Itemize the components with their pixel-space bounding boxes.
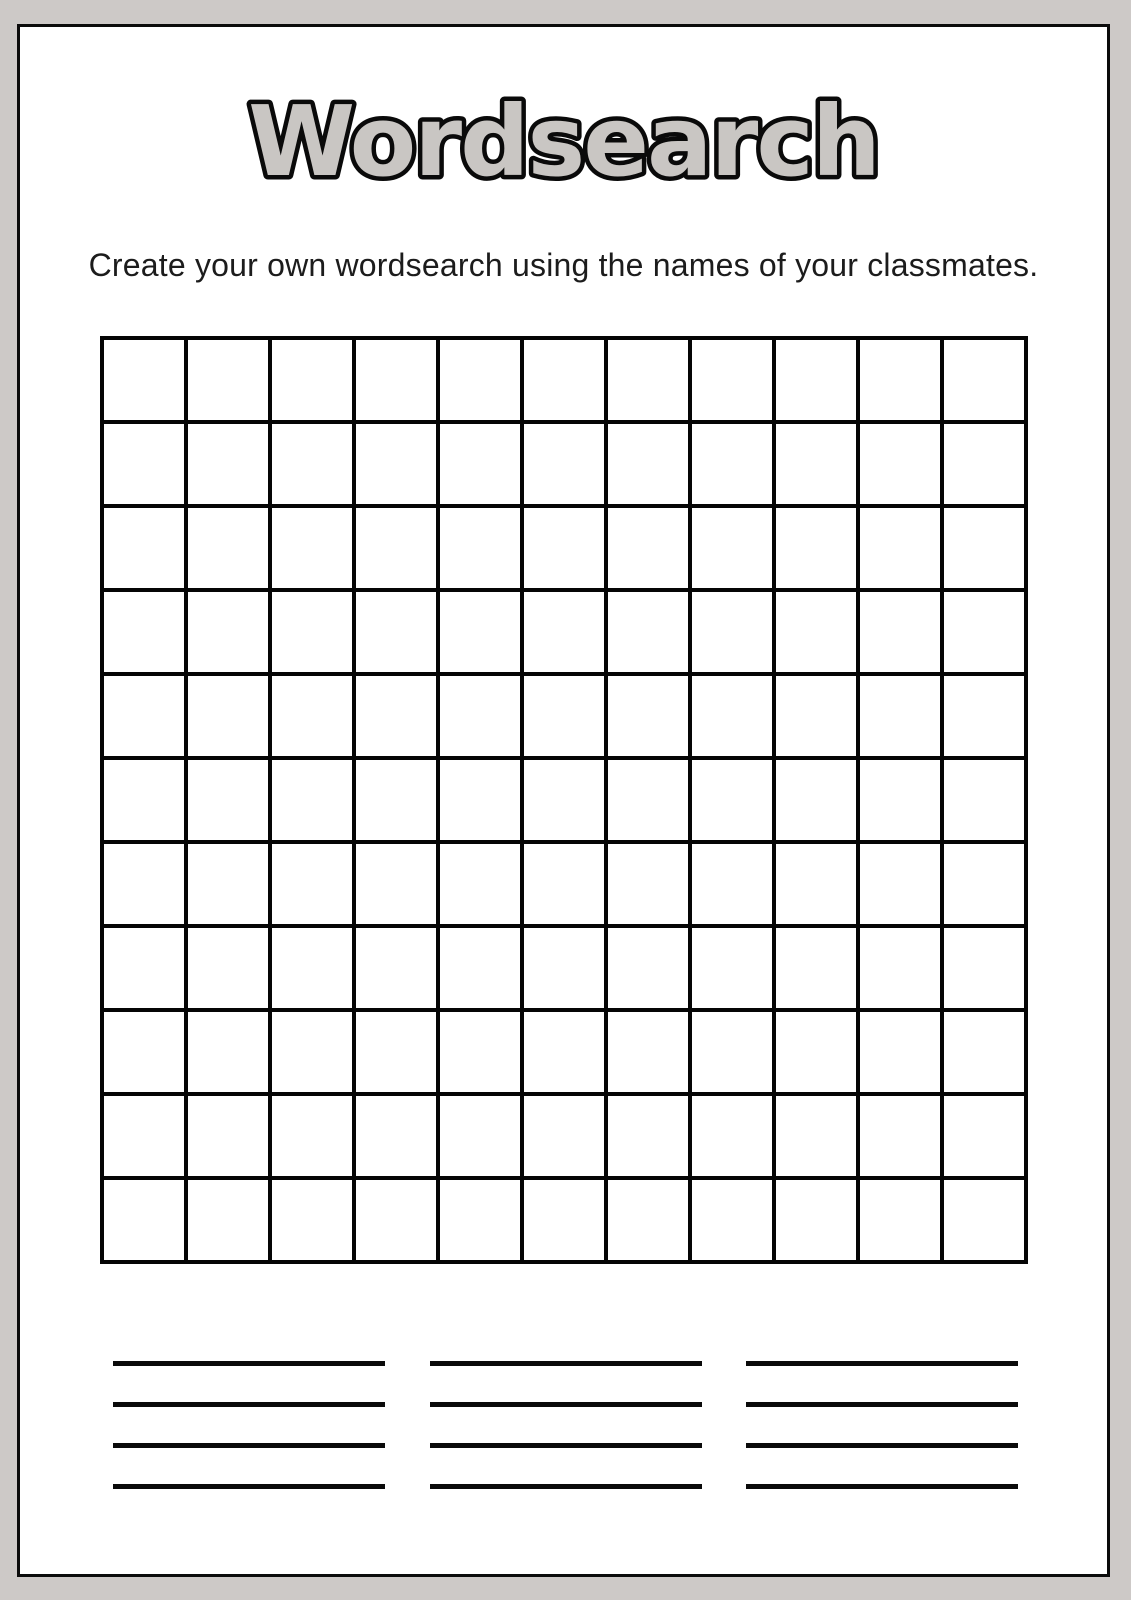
grid-cell xyxy=(606,338,690,422)
grid-cell xyxy=(858,506,942,590)
grid-cell xyxy=(858,674,942,758)
grid-cell xyxy=(270,338,354,422)
grid-cell xyxy=(102,758,186,842)
answer-line-column xyxy=(746,1361,1018,1489)
grid-cell xyxy=(858,422,942,506)
grid-cell xyxy=(774,506,858,590)
grid-cell xyxy=(270,674,354,758)
grid-cell xyxy=(522,590,606,674)
grid-cell xyxy=(858,926,942,1010)
grid-cell xyxy=(942,506,1026,590)
grid-cell xyxy=(102,1178,186,1262)
answer-line-column xyxy=(113,1361,385,1489)
grid-cell xyxy=(186,674,270,758)
grid-cell xyxy=(690,338,774,422)
grid-cell xyxy=(186,506,270,590)
grid-cell xyxy=(186,758,270,842)
grid-cell xyxy=(270,1094,354,1178)
grid-row xyxy=(102,1010,1026,1094)
answer-line-column xyxy=(430,1361,702,1489)
answer-line xyxy=(746,1484,1018,1489)
grid-cell xyxy=(774,590,858,674)
grid-cell xyxy=(942,422,1026,506)
answer-line xyxy=(113,1361,385,1366)
grid-cell xyxy=(606,1178,690,1262)
grid-cell xyxy=(942,842,1026,926)
grid-cell xyxy=(606,1094,690,1178)
grid-cell xyxy=(438,422,522,506)
grid-cell xyxy=(690,926,774,1010)
grid-cell xyxy=(606,506,690,590)
grid-row xyxy=(102,926,1026,1010)
answer-line xyxy=(430,1402,702,1407)
grid-cell xyxy=(858,1094,942,1178)
grid-cell xyxy=(438,926,522,1010)
grid-cell xyxy=(354,842,438,926)
grid-cell xyxy=(606,1010,690,1094)
grid-cell xyxy=(522,926,606,1010)
grid-cell xyxy=(942,758,1026,842)
grid-cell xyxy=(354,674,438,758)
grid-cell xyxy=(774,338,858,422)
grid-row xyxy=(102,674,1026,758)
grid-cell xyxy=(438,758,522,842)
grid-row xyxy=(102,1178,1026,1262)
grid-cell xyxy=(102,1094,186,1178)
grid-cell xyxy=(186,590,270,674)
answer-line xyxy=(113,1484,385,1489)
grid-cell xyxy=(438,590,522,674)
answer-line xyxy=(430,1484,702,1489)
grid-cell xyxy=(522,1094,606,1178)
grid-cell xyxy=(942,338,1026,422)
grid-cell xyxy=(522,758,606,842)
grid-cell xyxy=(690,1178,774,1262)
grid-cell xyxy=(858,590,942,674)
grid-cell xyxy=(102,1010,186,1094)
grid-cell xyxy=(522,338,606,422)
answer-line xyxy=(746,1443,1018,1448)
wordsearch-grid-body xyxy=(102,338,1026,1262)
grid-cell xyxy=(522,1010,606,1094)
grid-cell xyxy=(438,842,522,926)
answer-line xyxy=(746,1402,1018,1407)
grid-cell xyxy=(858,758,942,842)
page-title xyxy=(20,57,1107,207)
grid-cell xyxy=(354,1178,438,1262)
grid-cell xyxy=(270,422,354,506)
grid-cell xyxy=(942,1010,1026,1094)
grid-cell xyxy=(606,674,690,758)
grid-cell xyxy=(354,506,438,590)
grid-cell xyxy=(186,338,270,422)
grid-cell xyxy=(690,506,774,590)
grid-cell xyxy=(270,842,354,926)
grid-cell xyxy=(186,842,270,926)
grid-cell xyxy=(774,1010,858,1094)
grid-cell xyxy=(354,338,438,422)
answer-line xyxy=(430,1361,702,1366)
grid-cell xyxy=(774,1178,858,1262)
grid-cell xyxy=(354,926,438,1010)
grid-cell xyxy=(102,842,186,926)
grid-cell xyxy=(606,422,690,506)
grid-cell xyxy=(942,674,1026,758)
grid-cell xyxy=(438,338,522,422)
grid-cell xyxy=(354,422,438,506)
answer-line xyxy=(746,1361,1018,1366)
grid-cell xyxy=(438,1010,522,1094)
grid-cell xyxy=(186,1010,270,1094)
grid-cell xyxy=(858,1010,942,1094)
answer-line xyxy=(113,1402,385,1407)
grid-cell xyxy=(102,338,186,422)
grid-cell xyxy=(690,1094,774,1178)
grid-cell xyxy=(522,422,606,506)
grid-cell xyxy=(858,842,942,926)
grid-cell xyxy=(522,674,606,758)
grid-cell xyxy=(438,1094,522,1178)
grid-cell xyxy=(102,674,186,758)
grid-row xyxy=(102,506,1026,590)
grid-cell xyxy=(270,590,354,674)
grid-cell xyxy=(102,506,186,590)
wordsearch-grid xyxy=(100,336,1028,1264)
grid-cell xyxy=(186,1094,270,1178)
grid-cell xyxy=(774,1094,858,1178)
grid-row xyxy=(102,758,1026,842)
grid-row xyxy=(102,842,1026,926)
grid-cell xyxy=(522,842,606,926)
grid-cell xyxy=(270,506,354,590)
grid-cell xyxy=(774,842,858,926)
grid-cell xyxy=(606,926,690,1010)
grid-cell xyxy=(270,1178,354,1262)
grid-cell xyxy=(522,1178,606,1262)
grid-row xyxy=(102,422,1026,506)
grid-cell xyxy=(186,422,270,506)
grid-cell xyxy=(774,674,858,758)
grid-cell xyxy=(102,422,186,506)
grid-cell xyxy=(858,1178,942,1262)
grid-cell xyxy=(354,590,438,674)
grid-cell xyxy=(102,926,186,1010)
grid-cell xyxy=(438,1178,522,1262)
grid-cell xyxy=(690,842,774,926)
grid-cell xyxy=(438,506,522,590)
grid-row xyxy=(102,338,1026,422)
grid-cell xyxy=(102,590,186,674)
grid-cell xyxy=(690,674,774,758)
grid-cell xyxy=(774,926,858,1010)
instruction-text: Create your own wordsearch using the names of your classmates. xyxy=(88,247,1039,283)
grid-cell xyxy=(942,590,1026,674)
grid-cell xyxy=(606,590,690,674)
grid-cell xyxy=(690,422,774,506)
grid-cell xyxy=(774,758,858,842)
answer-line xyxy=(430,1443,702,1448)
grid-cell xyxy=(270,758,354,842)
grid-cell xyxy=(942,1094,1026,1178)
grid-cell xyxy=(942,926,1026,1010)
answer-line xyxy=(113,1443,385,1448)
grid-cell xyxy=(522,506,606,590)
grid-row xyxy=(102,590,1026,674)
worksheet-page xyxy=(17,24,1110,1577)
grid-cell xyxy=(186,1178,270,1262)
grid-cell xyxy=(354,1094,438,1178)
grid-cell xyxy=(690,758,774,842)
grid-cell xyxy=(606,842,690,926)
grid-cell xyxy=(186,926,270,1010)
grid-cell xyxy=(690,1010,774,1094)
grid-row xyxy=(102,1094,1026,1178)
grid-cell xyxy=(270,926,354,1010)
page-title-text: Wordsearch xyxy=(248,85,879,198)
grid-cell xyxy=(774,422,858,506)
grid-cell xyxy=(606,758,690,842)
grid-cell xyxy=(690,590,774,674)
grid-cell xyxy=(858,338,942,422)
grid-cell xyxy=(354,1010,438,1094)
grid-cell xyxy=(354,758,438,842)
answer-lines xyxy=(113,1361,1018,1489)
grid-cell xyxy=(438,674,522,758)
grid-cell xyxy=(270,1010,354,1094)
grid-cell xyxy=(942,1178,1026,1262)
